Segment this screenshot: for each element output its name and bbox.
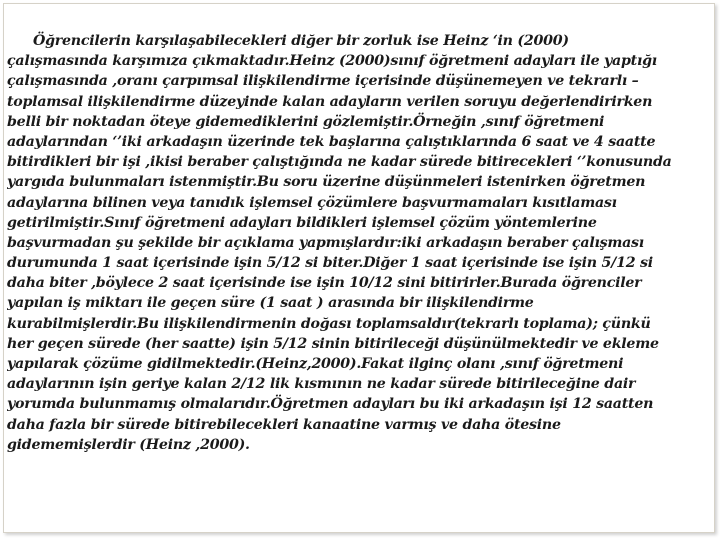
paragraph-line: başvurmadan şu şekilde bir açıklama yapmışlardır:iki arkadaşın beraber çalışması — [7, 234, 644, 251]
paragraph-line: adaylarından ‘’iki arkadaşın üzerinde tek başlarına çalıştıklarında 6 saat ve 4 saatte — [7, 133, 656, 150]
paragraph-line: çalışmasında ,oranı çarpımsal ilişkilendirme içerisinde düşünemeyen ve tekrarlı – — [7, 73, 639, 90]
paragraph-line: yapılan iş miktarı ile geçen süre (1 saat ) arasında bir ilişkilendirme — [7, 295, 534, 312]
paragraph-line: durumunda 1 saat içerisinde işin 5/12 si biter.Diğer 1 saat içerisinde ise işin 5/12 si — [7, 255, 653, 272]
paragraph-line: gidememişlerdir (Heinz ,2000). — [7, 436, 250, 453]
paragraph-line: yapılarak çözüme gidilmektedir.(Heinz,2000).Fakat ilginç olanı ,sınıf öğretmeni — [7, 356, 624, 372]
paragraph-line: her geçen sürede (her saatte) işin 5/12 sinin bitirileceği düşünülmektedir ve ekleme — [7, 335, 659, 352]
body-paragraph — [7, 31, 715, 455]
paragraph-line: yorumda bulunmamış olmalarıdır.Öğretmen adayları bu iki arkadaşın işi 12 saatten — [7, 396, 654, 413]
paragraph-line: daha fazla bir sürede bitirebilecekleri kanaatine varmış ve daha ötesine — [7, 416, 561, 433]
paragraph-line: bitirdikleri bir işi ,ikisi beraber çalıştığında ne kadar sürede bitirecekleri ‘’konusunda — [7, 154, 672, 171]
paragraph-line: çalışmasında karşımıza çıkmaktadır.Heinz (2000)sınıf öğretmeni adayları ile yaptığı — [7, 53, 657, 70]
paragraph-line: belli bir noktadan öteye gidemediklerini gözlemiştir.Örneğin ,sınıf öğretmeni — [7, 113, 605, 130]
paragraph-line: kurabilmişlerdir.Bu ilişkilendirmenin doğası toplamsaldır(tekrarlı toplama); çünkü — [7, 315, 651, 332]
paragraph-line: adaylarının işin geriye kalan 2/12 lik kısmının ne kadar sürede bitirileceğine dair — [7, 376, 636, 393]
paragraph-line: Öğrencilerin karşılaşabilecekleri diğer bir zorluk ise Heinz ‘in (2000) — [33, 33, 569, 49]
paragraph-line: getirilmiştir.Sınıf öğretmeni adayları bildikleri işlemsel çözüm yöntemlerine — [7, 214, 597, 231]
paragraph-line: yargıda bulunmaları istenmiştir.Bu soru üzerine düşünmeleri istenirken öğretmen — [7, 174, 646, 191]
paragraph-line: toplamsal ilişkilendirme düzeyinde kalan adayların verilen soruyu değerlendirirken — [7, 93, 653, 110]
paragraph-line: adaylarına bilinen veya tanıdık işlemsel çözümlere başvurmamaları kısıtlaması — [7, 194, 617, 211]
paragraph-line: daha biter ,böylece 2 saat içerisinde ise işin 10/12 sini bitirirler.Burada öğrenciler — [7, 275, 642, 292]
